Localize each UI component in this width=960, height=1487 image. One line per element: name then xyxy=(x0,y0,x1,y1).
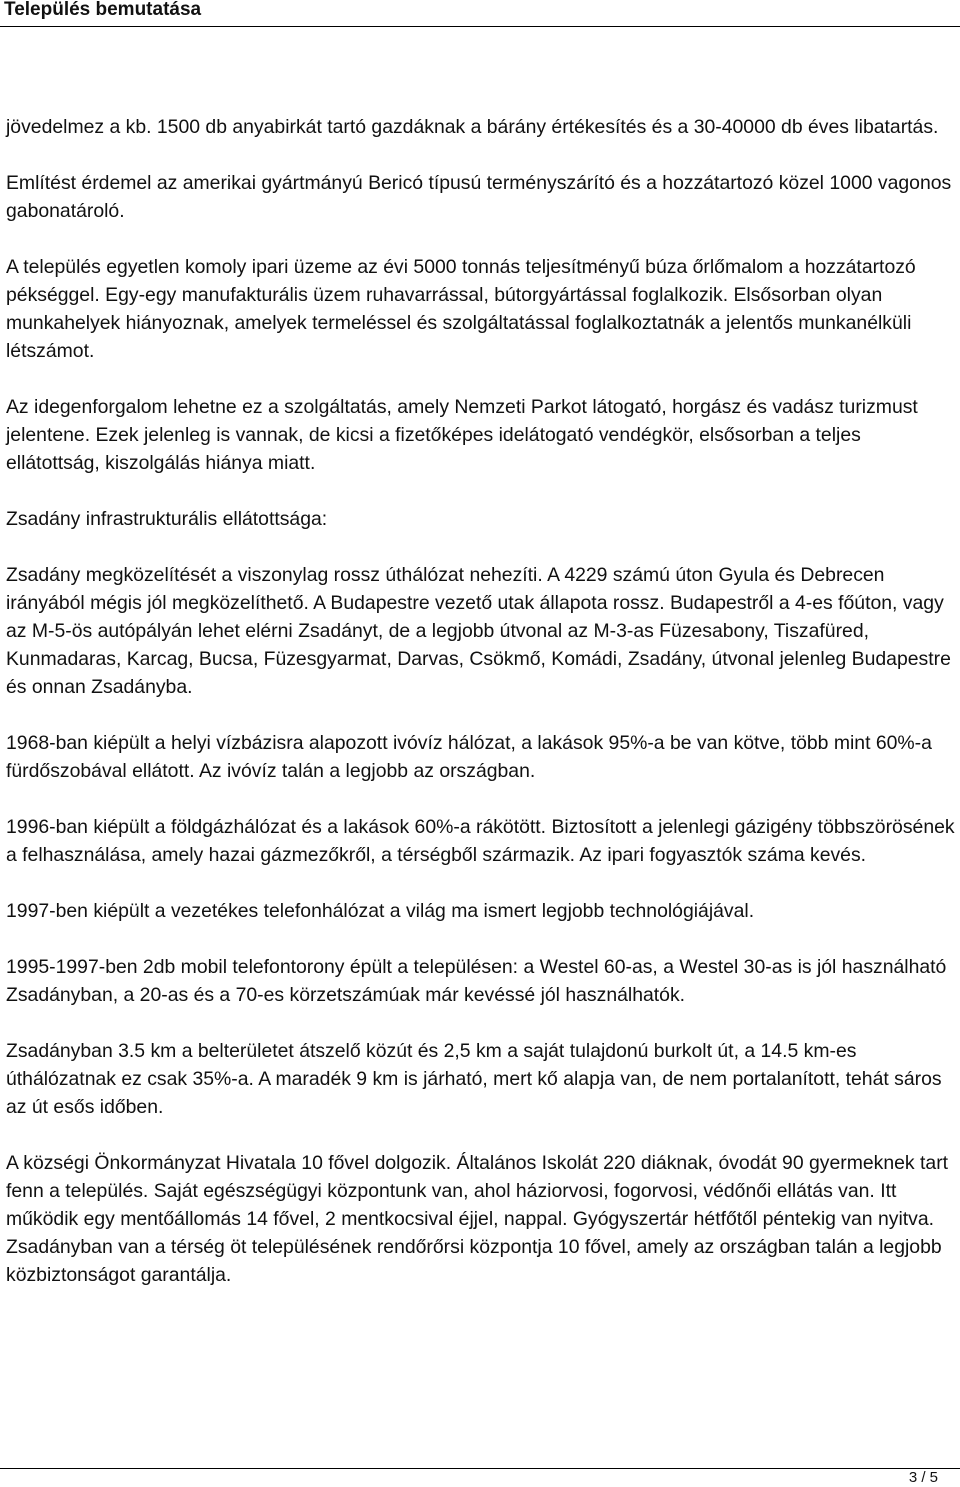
paragraph-public-services: A községi Önkormányzat Hivatala 10 fővel dolgozik. Általános Iskolát 220 diáknak, óvodát 90 gyermeknek tart fenn a település. Saját egészségügyi központunk van, ahol háziorvosi, fogorvosi, védőnői ellátás van. Itt működik egy mentőállomás 14 fővel, 2 mentkocsival éjjel, nappal. Gyógyszertár hétfőtől péntekig van nyitva. xyxy=(6,1152,949,1230)
paragraph-sheep-income: jövedelmez a kb. 1500 db anyabirkát tartó gazdáknak a bárány értékesítés és a 30-40000 db éves libatartás. xyxy=(6,116,939,138)
paragraph-water-network: 1968-ban kiépült a helyi vízbázisra alapozott ivóvíz hálózat, a lakások 95%-a be van kötve, több mint 60%-a fürdőszobával ellátott. Az ivóvíz talán a legjobb az országban. xyxy=(6,732,932,782)
page-number: 3 / 5 xyxy=(908,1469,938,1486)
document-body xyxy=(6,113,956,1317)
paragraph-police: Zsadányban van a térség öt településének rendőrőrsi központja 10 fővel, amely az országban talán a legjobb közbiztonságot garantálja. xyxy=(6,1236,942,1286)
paragraph-roads-access: Zsadány megközelítését a viszonylag rossz úthálózat nehezíti. A 4229 számú úton Gyula és Debrecen irányából mégis jól megközelíthető. A Budapestre vezető utak állapota rossz. Budapestről a 4-es főúton, vagy az M-5-ös autópályán lehet elérni Zsadányt, de a legjobb útvonal az M-3-as Füzesabony, Tiszafüred, Kunmadaras, Karcag, Bucsa, Füzesgyarmat, Darvas, Csökmő, Komádi, Zsadány, útvonal jelenleg Budapestre és onnan Zsadányba. xyxy=(6,564,951,698)
section-heading-infrastructure: Zsadány infrastrukturális ellátottsága: xyxy=(6,508,328,530)
paragraph-industry: A település egyetlen komoly ipari üzeme az évi 5000 tonnás teljesítményű búza őrlőmalom a hozzátartozó pékséggel. Egy-egy manufakturális üzem ruhavarrással, bútorgyártással foglalkozik. Elsősorban olyan munkahelyek hiányoznak, amelyek termeléssel és szolgáltatással foglalkoztatnák a jelentős munkanélküli létszámot. xyxy=(6,256,916,362)
paragraph-tourism: Az idegenforgalom lehetne ez a szolgáltatás, amely Nemzeti Parkot látogató, horgász és vadász turizmust jelentene. Ezek jelenleg is vannak, de kicsi a fizetőképes idelátogató vendégkör, elsősorban a teljes ellátottság, kiszolgálás hiánya miatt. xyxy=(6,396,918,474)
document-title: Település bemutatása xyxy=(4,0,202,20)
paragraph-grain-dryer: Említést érdemel az amerikai gyártmányú Bericó típusú terményszárító és a hozzátartozó közel 1000 vagonos gabonatároló. xyxy=(6,172,952,222)
page-header xyxy=(0,0,960,27)
footer-divider xyxy=(0,1468,960,1469)
paragraph-telephone-network: 1997-ben kiépült a vezetékes telefonhálózat a világ ma ismert legjobb technológiájával. xyxy=(6,900,755,922)
paragraph-gas-network: 1996-ban kiépült a földgázhálózat és a lakások 60%-a rákötött. Biztosított a jelenlegi gázigény többszörösének a felhasználása, amely hazai gázmezőkről, a térségből származik. Az ipari fogyasztók száma kevés. xyxy=(6,816,955,866)
paragraph-local-roads: Zsadányban 3.5 km a belterületet átszelő közút és 2,5 km a saját tulajdonú burkolt út, a 14.5 km-es úthálózatnak ez csak 35%-a. A maradék 9 km is járható, mert kő alapja van, de nem portalanított, tehát sáros az út esős időben. xyxy=(6,1040,942,1118)
paragraph-mobile-towers: 1995-1997-ben 2db mobil telefontorony épült a településen: a Westel 60-as, a Westel 30-as is jól használható Zsadányban, a 20-as és a 70-es körzetszámúak már kevéssé jól használhatók. xyxy=(6,956,947,1006)
